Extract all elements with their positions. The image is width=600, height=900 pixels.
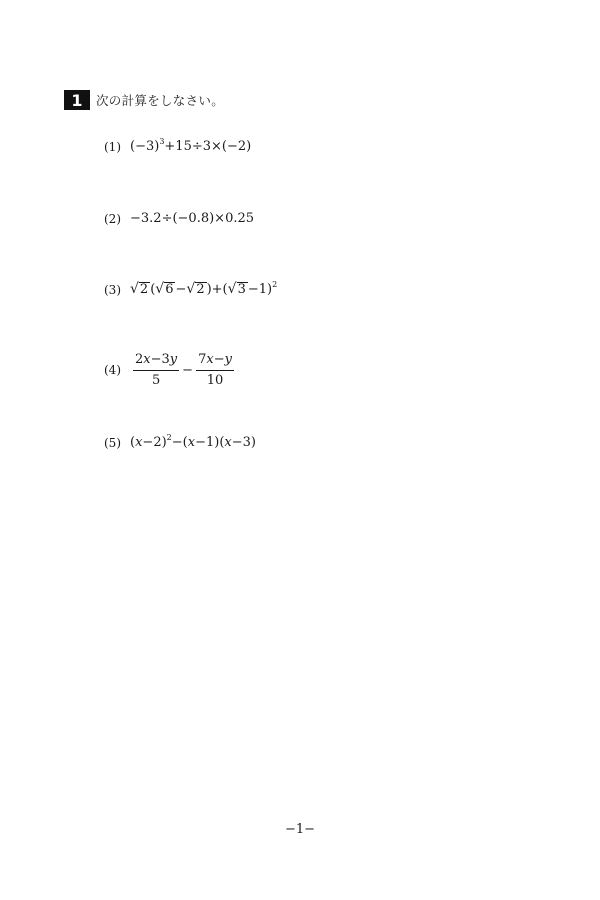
- problem-label: (5): [104, 435, 121, 450]
- problem-label: (4): [104, 363, 121, 378]
- problem-expression: −3.2÷(−0.8)×0.25: [130, 211, 255, 226]
- problem-expression: √ 2 ( √ 6 − √ 2 )+( √ 3 −1)$^2$: [130, 280, 278, 298]
- problem-label: (3): [104, 282, 121, 297]
- fraction: $\frac{7x-y}{10}$: [198, 352, 232, 388]
- page-number: −1−: [284, 822, 316, 837]
- fraction: $\frac{2x-3y}{5}$: [135, 352, 178, 388]
- question-header: [64, 90, 224, 110]
- problem-label: (2): [104, 211, 121, 226]
- problem-3: [104, 282, 277, 298]
- problem-2: [104, 211, 254, 226]
- sqrt-symbol: √ 3: [227, 281, 246, 297]
- problem-label: (1): [104, 139, 121, 154]
- problem-expression: $(-3)^3+15\div 3\times(-2)$: [130, 137, 252, 154]
- problem-1: [104, 139, 251, 154]
- sqrt-symbol: √ 6: [155, 281, 174, 297]
- question-number-badge: 1: [64, 90, 90, 110]
- problem-expression: $\frac{2x-3y}{5}$ − $\frac{7x-y}{10}$: [135, 352, 232, 388]
- sqrt-symbol: √ 2: [186, 281, 205, 297]
- question-instruction: 次の計算をしなさい。: [96, 93, 225, 108]
- sqrt-symbol: √ 2: [130, 281, 149, 297]
- problem-expression: $(x-2)^2-(x-1)(x-3)$: [130, 433, 256, 450]
- problem-5: [104, 435, 256, 450]
- problem-4: [104, 352, 237, 388]
